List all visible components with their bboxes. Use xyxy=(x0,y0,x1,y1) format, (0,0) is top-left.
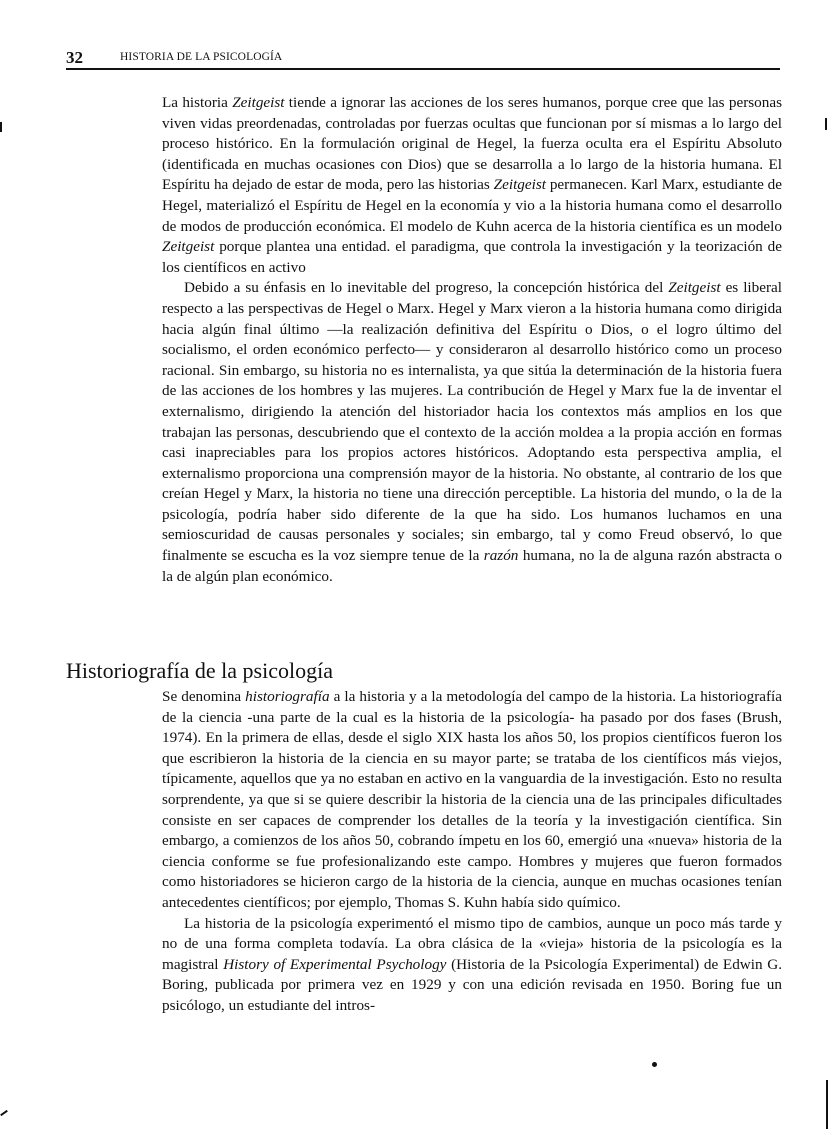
paragraph: Debido a su énfasis en lo inevitable del progreso, la concepción histórica del Zeitgeist es liberal respecto a las perspectivas de Hegel o Marx. Hegel y Marx vieron a la historia humana como dirigida hacia algún final último —la realización definitiva del Espíritu o Dios, o el logro último del socialismo, el orden económico perfecto— y consideraron al desarrollo histórico como un proceso racional. Sin embargo, su historia no es internalista, ya que sitúa la determinación de la historia fuera de las acciones de los hombres y las mujeres. La contribución de Hegel y Marx fue la de inventar el externalismo, dirigiendo la atención del historiador hacia los contextos más amplios en los que trabajan las personas, descubriendo que el contexto de la acción moldea a la propia acción en formas casi inapreciables para los propios actores históricos. Adoptando esta perspectiva amplia, el externalismo proporciona una comprensión mayor de la historia. No obstante, al contrario de los que creían Hegel y Marx, la historia no tiene una dirección perceptible. La historia del mundo, o la de la psicología, podría haber sido diferente de la que ha sido. Los humanos luchamos en una semioscuridad de causas personales y sociales; sin embargo, tal y como Freud observó, lo que finalmente se escucha es la voz siempre tenue de la razón humana, no la de alguna razón abstracta o la de algún plan económico. xyxy=(162,279,782,585)
paragraph: Se denomina historiografía a la historia y a la metodología del campo de la historia. La historiografía de la ciencia -una parte de la cual es la historia de la psicología- ha pasado por dos fases (Brush, 1974). En la primera de ellas, desde el siglo XIX hasta los años 50, los propios científicos fueron los que escribieron la historia de la ciencia en su mayor parte; se trataba de los científicos más viejos, típicamente, aquellos que ya no estaban en activo en la vanguardia de la investigación. Esto no resulta sorprendente, ya que si se quiere describir la historia de la ciencia una de las principales dificultades consiste en ser capaces de comprender los detalles de la teoría y la investigación científica. Sin embargo, a comienzos de los años 50, cobrando ímpetu en los 60, emergió una «nueva» historia de la ciencia conforme se fue profesionalizando este campo. Hombres y mujeres que fueron formados como historiadores se hicieron cargo de la historia de la ciencia, aunque en muchas ocasiones tenían antecedentes científicos; por ejemplo, Thomas S. Kuhn había sido químico. xyxy=(162,688,783,911)
paragraph: La historia de la psicología experimentó el mismo tipo de cambios, aunque un poco más tarde y no de una forma completa todavía. La obra clásica de la «vieja» historia de la psicología es la magistral History of Experimental Psychology (Historia de la Psicología Experimental) de Edwin G. Boring, publicada por primera vez en 1929 y con una edición revisada en 1950. Boring fue un psicólogo, un estudiante del intros- xyxy=(162,914,783,1014)
scan-dot-mark xyxy=(652,1062,657,1067)
section-heading: Historiografía de la psicología xyxy=(66,658,333,683)
text-block-zeitgeist xyxy=(162,93,782,587)
page-number: 32 xyxy=(66,48,83,67)
scan-edge-mark xyxy=(825,118,827,130)
paragraph: La historia Zeitgeist tiende a ignorar las acciones de los seres humanos, porque cree que las personas viven vidas preordenadas, controladas por fuerzas ocultas que funcionan por sí mismas a lo largo del proceso histórico. En la formulación original de Hegel, la fuerza oculta era el Espíritu Absoluto (identificada en muchas ocasiones con Dios) que se desarrolla a lo largo de la historia humana. El Espíritu ha dejado de estar de moda, pero las historias Zeitgeist permanecen. Karl Marx, estudiante de Hegel, materializó el Espíritu de Hegel en la economía y vio a la historia humana como el desarrollo de modos de producción económica. El modelo de Kuhn acerca de la historia científica es un modelo Zeitgeist porque plantea una entidad. el paradigma, que controla la investigación y la teorización de los científicos en activo xyxy=(162,94,783,276)
page-header xyxy=(66,48,780,70)
scan-edge-mark xyxy=(0,1110,8,1116)
scan-edge-mark xyxy=(0,122,2,132)
text-block-historiografia xyxy=(162,687,782,1017)
running-head: HISTORIA DE LA PSICOLOGÍA xyxy=(120,51,283,63)
